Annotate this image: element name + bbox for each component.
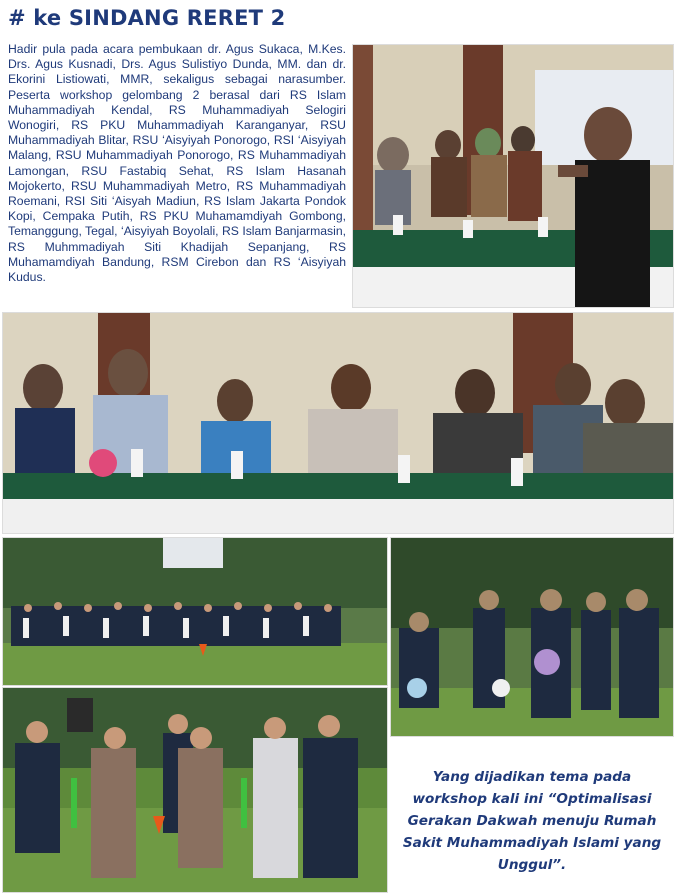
speaker-photo <box>352 44 674 308</box>
intro-paragraph: Hadir pula pada acara pembukaan dr. Agus Sukaca, M.Kes. Drs. Agus Kusnadi, Drs. Agus Sulistiyo Dunda, MM. dan dr. Ekorini Listiowati, MMR, sekaligus sebagai narasumber. Peserta workshop gelombang 2 berasal dari RS Islam Muhammadiyah Kendal, RS Muhammadiyah Selogiri Wonogiri, RS PKU Muhammadiyah Karanganyar, RSU Muhammadiyah Blitar, RSU ‘Aisyiyah Ponorogo, RSI ‘Aisyiyah Malang, RSU Muhammadiyah Ponorogo, RS Muhammadiyah Lamongan, RSU Fastabiq Sehat, RS Islam Hasanah Mojokerto, RSU Muhammadiyah Metro, RS Muhammadiyah Roemani, RSI Siti ‘Aisyah Madiun, RS Islam Jakarta Pondok Kopi, Cempaka Putih, RS PKU Muhamamdiyah Gombong, Temanggung, Tegal, ‘Aisyiyah Boyolali, RS Islam Banjarmasin, RS Muhmmadiyah Siti Khadijah Sepanjang, RS Muhamamdiyah Bandung, RSM Cirebon dan RS ‘Aisyiyah Kudus. <box>8 42 346 285</box>
theme-caption: Yang dijadikan tema pada workshop kali ini “Optimalisasi Gerakan Dakwah menuju Rumah Sakit Muhammadiyah Islami yang Unggul”. <box>402 769 662 873</box>
page-title: # ke SINDANG RERET 2 <box>8 6 286 30</box>
participants-seated-photo <box>2 312 674 534</box>
outbound-game-photo-right <box>390 537 674 737</box>
group-outdoor-photo <box>2 537 388 686</box>
outbound-game-photo-bottom <box>2 687 388 893</box>
